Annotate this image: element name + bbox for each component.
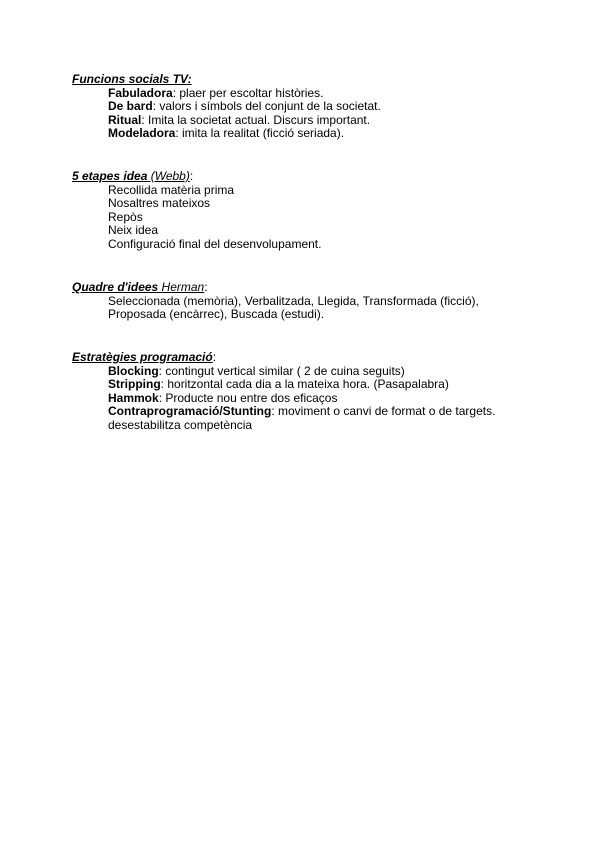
heading-suffix: :: [189, 169, 194, 183]
term: Hammok: [108, 390, 159, 405]
description: : Producte nou entre dos eficaços: [158, 390, 338, 405]
list-item: Recollida matèria prima: [108, 182, 235, 197]
heading-title: Quadre d'idees: [72, 280, 159, 294]
section-quadre-idees: [72, 281, 572, 322]
heading-suffix: :: [204, 280, 208, 294]
description: : horitzontal cada dia a la mateixa hora. (Pasapalabra): [160, 377, 449, 392]
list-item: [72, 87, 572, 101]
list-item: [72, 378, 572, 392]
heading-title: Estratègies programació: [72, 350, 213, 364]
description: : moviment o canvi de format o de targets. desestabilitza competència: [108, 404, 496, 432]
term: Ritual: [108, 112, 142, 127]
term: Fabuladora: [108, 85, 173, 100]
heading-suffix: :: [212, 350, 217, 364]
heading-extra: Herman: [158, 280, 205, 294]
heading-suffix: :: [187, 72, 192, 86]
heading-title: Funcions socials TV: [72, 72, 188, 86]
description: : contingut vertical similar ( 2 de cuina seguits): [158, 363, 405, 378]
term: Contraprogramació/Stunting: [108, 404, 272, 419]
section-heading: [72, 73, 572, 87]
description: : imita la realitat (ficció seriada).: [175, 126, 345, 141]
list-item: Repòs: [108, 209, 143, 224]
section-heading: [72, 281, 572, 295]
list-item: Seleccionada (memòria), Verbalitzada, Llegida, Transformada (ficció),: [108, 293, 479, 308]
list-item: [72, 405, 508, 432]
list-item: Configuració final del desenvolupament.: [108, 236, 322, 251]
list-item: Nosaltres mateixos: [108, 196, 211, 211]
list-item: [72, 100, 572, 114]
section-heading: [72, 170, 572, 184]
heading-title: 5 etapes idea: [72, 169, 148, 183]
list-item: [72, 127, 572, 141]
heading-extra: (Webb): [147, 169, 190, 183]
section-heading: [72, 351, 572, 365]
list-item: Neix idea: [108, 223, 159, 238]
section-estrategies-programacio: [72, 351, 572, 433]
term: Stripping: [108, 377, 161, 392]
section-5-etapes: [72, 170, 572, 252]
term: De bard: [108, 99, 153, 114]
term: Blocking: [108, 363, 159, 378]
description: : valors i símbols del conjunt de la societat.: [152, 99, 381, 114]
list-item: [72, 392, 572, 406]
description: : Imita la societat actual. Discurs important.: [141, 112, 371, 127]
term: Modeladora: [108, 126, 176, 141]
section-funcions-socials: [72, 73, 572, 141]
list-item: [72, 114, 572, 128]
list-item: [72, 365, 572, 379]
list-item: Proposada (encàrrec), Buscada (estudi).: [108, 307, 325, 322]
description: : plaer per escoltar històries.: [172, 85, 324, 100]
